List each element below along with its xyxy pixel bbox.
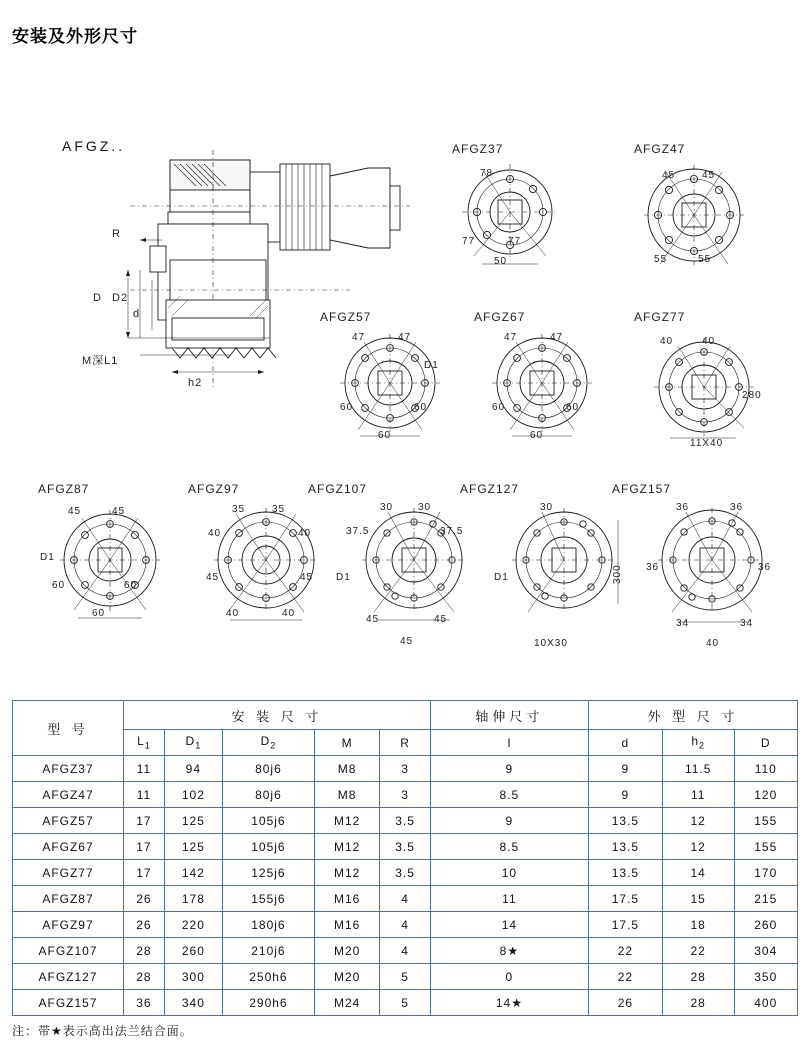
header-model: 型 号 xyxy=(13,701,124,756)
dim-afgz157-36c: 36 xyxy=(646,562,660,573)
cell-d: 13.5 xyxy=(588,808,662,834)
cell-D: 155 xyxy=(734,808,797,834)
cell-R: 3.5 xyxy=(380,808,431,834)
cell-l: 14 xyxy=(430,912,588,938)
dim-afgz87-60a: 60 xyxy=(52,580,66,591)
cell-model: AFGZ37 xyxy=(13,756,124,782)
cell-model: AFGZ77 xyxy=(13,860,124,886)
dim-afgz127-30: 30 xyxy=(540,502,554,513)
dim-afgz67-47a: 47 xyxy=(504,332,518,343)
cell-l: 8.5 xyxy=(430,834,588,860)
cell-R: 5 xyxy=(380,990,431,1016)
cell-D2: 105j6 xyxy=(222,808,314,834)
cell-model: AFGZ67 xyxy=(13,834,124,860)
cell-L1: 36 xyxy=(124,990,165,1016)
dim-afgz157-36b: 36 xyxy=(730,502,744,513)
cell-D: 350 xyxy=(734,964,797,990)
table-sub-header-row xyxy=(13,730,798,756)
dim-afgz67-60c: 60 xyxy=(530,430,544,441)
dim-afgz157-36a: 36 xyxy=(676,502,690,513)
cell-h2: 14 xyxy=(662,860,734,886)
cell-D2: 210j6 xyxy=(222,938,314,964)
dim-afgz57-D1: D1 xyxy=(424,360,439,371)
dim-afgz87-60c: 60 xyxy=(92,608,106,619)
cell-L1: 26 xyxy=(124,912,165,938)
table-row xyxy=(13,912,798,938)
cell-D1: 102 xyxy=(164,782,222,808)
cell-model: AFGZ47 xyxy=(13,782,124,808)
cell-D2: 290h6 xyxy=(222,990,314,1016)
dimension-table xyxy=(12,700,798,1016)
dim-afgz77-40b: 40 xyxy=(702,336,716,347)
view-caption-afgz57: AFGZ57 xyxy=(320,310,372,324)
dim-afgz97-35a: 35 xyxy=(232,504,246,515)
cell-R: 5 xyxy=(380,964,431,990)
view-caption-afgz127: AFGZ127 xyxy=(460,482,520,496)
main-label-d: d xyxy=(133,308,141,320)
cell-R: 4 xyxy=(380,938,431,964)
cell-h2: 11.5 xyxy=(662,756,734,782)
flange-view-afgz87 xyxy=(48,502,178,627)
cell-R: 3.5 xyxy=(380,860,431,886)
cell-h2: 15 xyxy=(662,886,734,912)
cell-D2: 180j6 xyxy=(222,912,314,938)
cell-model: AFGZ87 xyxy=(13,886,124,912)
main-label-D2: D2 xyxy=(112,292,129,304)
cell-D: 170 xyxy=(734,860,797,886)
subheader-L1: $L_1$ xyxy=(124,730,165,756)
flange-view-afgz67 xyxy=(482,328,607,443)
cell-R: 4 xyxy=(380,912,431,938)
main-label-D: D xyxy=(93,292,102,304)
dim-afgz87-60b: 60 xyxy=(124,580,138,591)
cell-D: 110 xyxy=(734,756,797,782)
cell-D1: 125 xyxy=(164,808,222,834)
flange-view-afgz107 xyxy=(348,500,483,630)
cell-h2: 22 xyxy=(662,938,734,964)
flange-view-afgz37 xyxy=(448,160,578,270)
dim-afgz97-35b: 35 xyxy=(272,504,286,515)
cell-L1: 28 xyxy=(124,964,165,990)
dim-afgz47-45b: 45 xyxy=(702,170,716,181)
dim-afgz57-47b: 47 xyxy=(398,332,412,343)
cell-D1: 94 xyxy=(164,756,222,782)
flange-view-afgz57 xyxy=(330,328,455,443)
dim-afgz37-77b: 77 xyxy=(508,236,522,247)
table-row xyxy=(13,860,798,886)
cell-D: 260 xyxy=(734,912,797,938)
dim-afgz97-45a: 45 xyxy=(206,572,220,583)
cell-l: 14★ xyxy=(430,990,588,1016)
cell-l: 9 xyxy=(430,808,588,834)
cell-d: 17.5 xyxy=(588,912,662,938)
cell-L1: 11 xyxy=(124,782,165,808)
subheader-M: M xyxy=(314,730,379,756)
cell-l: 9 xyxy=(430,756,588,782)
dim-afgz67-47b: 47 xyxy=(550,332,564,343)
cell-h2: 28 xyxy=(662,990,734,1016)
dim-afgz77-11x40: 11X40 xyxy=(690,438,724,449)
cell-l: 0 xyxy=(430,964,588,990)
view-caption-afgz47: AFGZ47 xyxy=(634,142,686,156)
cell-D1: 220 xyxy=(164,912,222,938)
cell-L1: 17 xyxy=(124,860,165,886)
dim-afgz37-77a: 77 xyxy=(462,236,476,247)
main-label-M: M深L1 xyxy=(82,355,119,367)
dim-afgz87-45b: 45 xyxy=(112,506,126,517)
dim-afgz57-60a: 60 xyxy=(340,402,354,413)
view-caption-afgz87: AFGZ87 xyxy=(38,482,90,496)
cell-d: 17.5 xyxy=(588,886,662,912)
cell-D2: 80j6 xyxy=(222,782,314,808)
subheader-d: d xyxy=(588,730,662,756)
header-shaft-dims: 轴伸尺寸 xyxy=(430,701,588,730)
cell-d: 9 xyxy=(588,782,662,808)
cell-L1: 17 xyxy=(124,808,165,834)
dim-afgz157-40: 40 xyxy=(706,638,720,649)
dim-afgz157-34a: 34 xyxy=(676,618,690,629)
dim-afgz47-55b: 55 xyxy=(698,254,712,265)
dim-afgz57-60c: 60 xyxy=(378,430,392,441)
table-row xyxy=(13,938,798,964)
dim-afgz97-40b: 40 xyxy=(298,528,312,539)
cell-L1: 28 xyxy=(124,938,165,964)
dim-afgz57-47a: 47 xyxy=(352,332,366,343)
main-view-caption: AFGZ.. xyxy=(62,138,126,154)
cell-D2: 80j6 xyxy=(222,756,314,782)
dim-afgz97-40c: 40 xyxy=(226,608,240,619)
cell-R: 3.5 xyxy=(380,834,431,860)
table-head xyxy=(13,701,798,756)
subheader-D2: $D_2$ xyxy=(222,730,314,756)
cell-M: M20 xyxy=(314,964,379,990)
cell-M: M16 xyxy=(314,886,379,912)
dim-afgz87-D1: D1 xyxy=(40,552,55,563)
cell-d: 9 xyxy=(588,756,662,782)
table-row xyxy=(13,964,798,990)
dim-afgz107-375a: 37.5 xyxy=(346,526,370,537)
cell-M: M8 xyxy=(314,782,379,808)
cell-D1: 340 xyxy=(164,990,222,1016)
view-caption-afgz77: AFGZ77 xyxy=(634,310,686,324)
cell-model: AFGZ127 xyxy=(13,964,124,990)
dim-afgz87-45a: 45 xyxy=(68,506,82,517)
cell-d: 22 xyxy=(588,964,662,990)
dim-afgz77-40a: 40 xyxy=(660,336,674,347)
cell-D2: 155j6 xyxy=(222,886,314,912)
dim-afgz77-280: 280 xyxy=(742,390,762,401)
main-label-h2: h2 xyxy=(188,377,203,389)
dim-afgz107-30a: 30 xyxy=(380,502,394,513)
cell-D: 400 xyxy=(734,990,797,1016)
cell-model: AFGZ57 xyxy=(13,808,124,834)
dim-afgz97-40d: 40 xyxy=(282,608,296,619)
view-caption-afgz37: AFGZ37 xyxy=(452,142,504,156)
flange-view-afgz47 xyxy=(630,160,760,275)
cell-D: 120 xyxy=(734,782,797,808)
dim-afgz67-60b: 60 xyxy=(566,402,580,413)
cell-R: 4 xyxy=(380,886,431,912)
dim-afgz127-300: 300 xyxy=(612,564,623,584)
dim-afgz97-45b: 45 xyxy=(300,572,314,583)
table-row xyxy=(13,808,798,834)
cell-D1: 125 xyxy=(164,834,222,860)
table-note: 注：带★表示高出法兰结合面。 xyxy=(12,1024,193,1038)
cell-M: M24 xyxy=(314,990,379,1016)
subheader-D1: $D_1$ xyxy=(164,730,222,756)
cell-M: M16 xyxy=(314,912,379,938)
cell-D1: 142 xyxy=(164,860,222,886)
cell-M: M8 xyxy=(314,756,379,782)
flange-view-afgz97 xyxy=(200,500,335,630)
dim-afgz57-60b: 60 xyxy=(414,402,428,413)
cell-h2: 11 xyxy=(662,782,734,808)
cell-R: 3 xyxy=(380,756,431,782)
cell-D2: 105j6 xyxy=(222,834,314,860)
cell-h2: 28 xyxy=(662,964,734,990)
cell-L1: 11 xyxy=(124,756,165,782)
dim-afgz107-D1: D1 xyxy=(336,572,351,583)
table-row xyxy=(13,990,798,1016)
cell-M: M12 xyxy=(314,808,379,834)
cell-d: 13.5 xyxy=(588,834,662,860)
dimension-table-wrap xyxy=(12,700,798,1016)
table-row xyxy=(13,782,798,808)
subheader-l: l xyxy=(430,730,588,756)
cell-l: 8.5 xyxy=(430,782,588,808)
dim-afgz127-10x30: 10X30 xyxy=(534,638,568,649)
cell-L1: 17 xyxy=(124,834,165,860)
dim-afgz127-D1: D1 xyxy=(494,572,509,583)
view-caption-afgz67: AFGZ67 xyxy=(474,310,526,324)
subheader-R: R xyxy=(380,730,431,756)
page-title: 安装及外形尺寸 xyxy=(12,27,138,46)
cell-D: 155 xyxy=(734,834,797,860)
table-group-header-row xyxy=(13,701,798,730)
cell-D2: 250h6 xyxy=(222,964,314,990)
cell-D2: 125j6 xyxy=(222,860,314,886)
cell-M: M12 xyxy=(314,834,379,860)
dim-afgz47-45a: 45 xyxy=(662,170,676,181)
view-caption-afgz157: AFGZ157 xyxy=(612,482,672,496)
dim-afgz157-36d: 36 xyxy=(758,562,772,573)
cell-model: AFGZ97 xyxy=(13,912,124,938)
view-caption-afgz97: AFGZ97 xyxy=(188,482,240,496)
cell-model: AFGZ107 xyxy=(13,938,124,964)
view-caption-afgz107: AFGZ107 xyxy=(308,482,368,496)
cell-l: 11 xyxy=(430,886,588,912)
cell-h2: 12 xyxy=(662,808,734,834)
subheader-D: D xyxy=(734,730,797,756)
cell-L1: 26 xyxy=(124,886,165,912)
drawing-area xyxy=(0,60,810,690)
cell-model: AFGZ157 xyxy=(13,990,124,1016)
cell-h2: 12 xyxy=(662,834,734,860)
dim-afgz97-40a: 40 xyxy=(208,528,222,539)
cell-h2: 18 xyxy=(662,912,734,938)
dim-afgz107-45a: 45 xyxy=(366,614,380,625)
dim-afgz47-55a: 55 xyxy=(654,254,668,265)
cell-D1: 260 xyxy=(164,938,222,964)
dim-afgz157-34b: 34 xyxy=(740,618,754,629)
dim-afgz107-45c: 45 xyxy=(400,636,414,647)
cell-D: 304 xyxy=(734,938,797,964)
header-mounting-dims: 安 装 尺 寸 xyxy=(124,701,431,730)
main-label-R: R xyxy=(112,228,121,240)
dim-afgz107-375b: 37.5 xyxy=(440,526,464,537)
cell-D: 215 xyxy=(734,886,797,912)
table-body xyxy=(13,756,798,1016)
dim-afgz37-78: 78 xyxy=(480,168,494,179)
cell-D1: 178 xyxy=(164,886,222,912)
dim-afgz37-50: 50 xyxy=(494,256,508,267)
cell-d: 26 xyxy=(588,990,662,1016)
cell-d: 13.5 xyxy=(588,860,662,886)
dim-afgz107-45b: 45 xyxy=(434,614,448,625)
cell-l: 10 xyxy=(430,860,588,886)
dim-afgz67-60a: 60 xyxy=(492,402,506,413)
cell-M: M12 xyxy=(314,860,379,886)
cell-M: M20 xyxy=(314,938,379,964)
cell-l: 8★ xyxy=(430,938,588,964)
cell-d: 22 xyxy=(588,938,662,964)
cell-R: 3 xyxy=(380,782,431,808)
dim-afgz107-30b: 30 xyxy=(418,502,432,513)
table-row xyxy=(13,886,798,912)
table-row xyxy=(13,756,798,782)
cell-D1: 300 xyxy=(164,964,222,990)
table-row xyxy=(13,834,798,860)
header-outline-dims: 外 型 尺 寸 xyxy=(588,701,797,730)
subheader-h2: $h_2$ xyxy=(662,730,734,756)
